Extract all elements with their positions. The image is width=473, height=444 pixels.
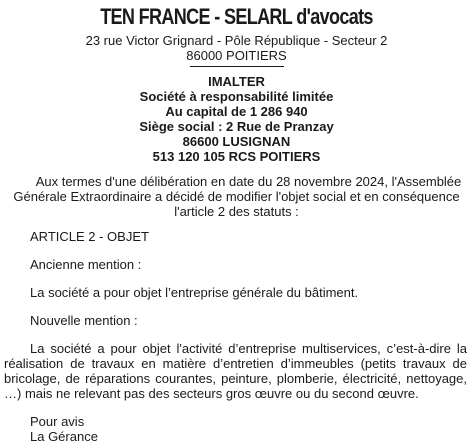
closing-signature: La Gérance [30, 429, 98, 444]
company-city: 86600 LUSIGNAN [182, 134, 291, 149]
old-mention-text: La société a pour objet l’entreprise générale du bâtiment. [30, 285, 359, 300]
company-registered-office: Siège social : 2 Rue de Pranzay [139, 119, 334, 134]
separator-rule [190, 66, 284, 67]
company-name: IMALTER [208, 74, 265, 89]
old-mention-label: Ancienne mention : [30, 257, 142, 272]
closing-pour-avis: Pour avis [30, 414, 85, 429]
new-mention-label: Nouvelle mention : [30, 313, 138, 328]
company-capital: Au capital de 1 286 940 [165, 104, 308, 119]
article-title: ARTICLE 2 - OBJET [30, 229, 149, 244]
company-registration: 513 120 105 RCS POITIERS [152, 149, 321, 164]
firm-name: TEN FRANCE - SELARL d'avocats [100, 4, 373, 29]
company-legal-form: Société à responsabilité limitée [139, 89, 334, 104]
firm-address-line1: 23 rue Victor Grignard - Pôle République - Secteur 2 [85, 33, 388, 48]
company-block [4, 74, 469, 164]
new-mention-text: La société a pour objet l'activité d’entreprise multiservices, c’est-à-dire la réalisation de travaux en matière d’entretien d’immeubles (petits travaux de bricolage, de réparations courantes, peinture, plomberie, électricité, nettoyage, …) mais ne relevant pas des secteurs gros œuvre ou du second œuvre. [4, 341, 467, 401]
intro-paragraph: Aux termes d'une délibération en date du 28 novembre 2024, l'Assemblée Générale Extraordinaire a décidé de modifier l'objet social et en conséquence l'article 2 des statuts : [13, 174, 462, 219]
firm-address-line2: 86000 POITIERS [186, 48, 287, 63]
